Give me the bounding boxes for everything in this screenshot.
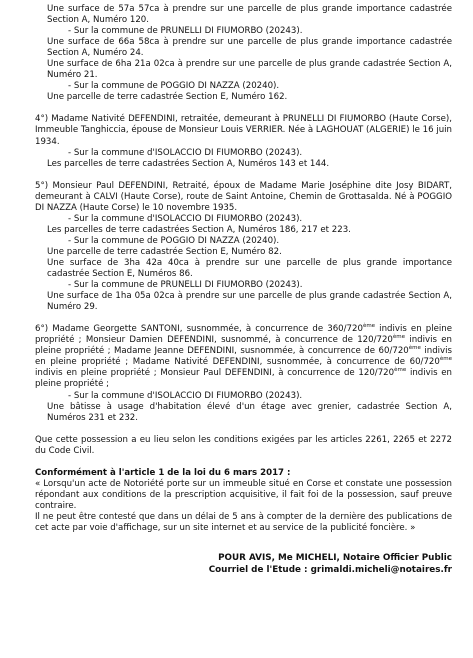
- paragraph: Les parcelles de terre cadastrées Section A, Numéros 143 et 144.: [47, 158, 330, 169]
- notice-document: [35, 4, 452, 576]
- paragraph: Une parcelle de terre cadastrée Section E, Numéro 82.: [47, 246, 282, 257]
- superscript: ème: [439, 356, 452, 363]
- paragraph: Une surface de 66a 58ca à prendre sur une parcelle de plus grande importance cadastrée Section A, Numéro 24.: [47, 37, 452, 59]
- paragraph: Une surface de 1ha 05a 02ca à prendre sur une parcelle de plus grande cadastrée Section A, Numéro 29.: [47, 291, 452, 313]
- paragraph: Une surface de 3ha 42a 40ca à prendre sur une parcelle de plus grande importance cadastrée Section E, Numéros 86.: [47, 257, 452, 280]
- paragraph: Une surface de 57a 57ca à prendre sur une parcelle de plus grande importance cadastrée Section A, Numéro 120.: [47, 4, 452, 26]
- paragraph: Une parcelle de terre cadastrée Section E, Numéro 162.: [47, 92, 288, 103]
- paragraph: Une bâtisse à usage d'habitation élevé d'un étage avec grenier, cadastrée Section A, Numéros 231 et 232.: [47, 401, 452, 423]
- owner-section-5: 5°) Monsieur Paul DEFENDINI, Retraité, époux de Madame Marie Joséphine dite Josy BIDART, demeurant à CALVI (Haute Corse), route de Saint Antoine, Chemin de Grottasalda. Né à POGGIO DI NAZZA (Haute Corse) le 10 novembre 1935.: [35, 180, 452, 213]
- paragraph: Que cette possession a eu lieu selon les conditions exigées par les articles 2261, 2265 et 2272 du Code Civil.: [35, 434, 452, 456]
- commune-line: - Sur la commune d'ISOLACCIO DI FIUMORBO (20243).: [68, 390, 303, 401]
- paragraph: Les parcelles de terre cadastrées Section A, Numéros 186, 217 et 223.: [47, 224, 351, 235]
- commune-line: - Sur la commune de PRUNELLI DI FIUMORBO (20243).: [68, 280, 303, 291]
- superscript: ème: [408, 345, 421, 352]
- commune-line: - Sur la commune de POGGIO DI NAZZA (20240).: [68, 235, 280, 246]
- law-heading: Conformément à l'article 1 de la loi du 6 mars 2017 :: [35, 467, 291, 478]
- superscript: ème: [362, 323, 376, 330]
- commune-line: - Sur la commune d'ISOLACCIO DI FIUMORBO (20243).: [68, 147, 303, 158]
- superscript: ème: [392, 334, 406, 341]
- owner-section-6: 6°) Madame Georgette SANTONI, susnommée, à concurrence de 360/720ème indivis en pleine propriété ; Monsieur Damien DEFENDINI, susnommé, à concurrence de 120/720ème indivis en pleine propriété ; Madame Jeanne DEFENDINI, susnommée, à concurrence de 60/720ème indivis en pleine propriété ; Madame Nativité DEFENDINI, susnommée, à concurrence de 60/720ème indivis en pleine propriété ; Monsieur Paul DEFENDINI, à concurrence de 120/720ème indivis en pleine propriété ;: [35, 323, 453, 390]
- commune-line: - Sur la commune de POGGIO DI NAZZA (20240).: [68, 81, 280, 92]
- signature-line: POUR AVIS, Me MICHELI, Notaire Officier Public: [218, 553, 452, 564]
- commune-line: - Sur la commune de PRUNELLI DI FIUMORBO (20243).: [68, 26, 303, 37]
- contact-email: Courriel de l'Etude : grimaldi.micheli@notaires.fr: [208, 564, 452, 575]
- paragraph: Une surface de 6ha 21a 02ca à prendre sur une parcelle de plus grande cadastrée Section A, Numéro 21.: [47, 59, 452, 81]
- commune-line: - Sur la commune d'ISOLACCIO DI FIUMORBO (20243).: [68, 213, 303, 224]
- owner-section-4: 4°) Madame Nativité DEFENDINI, retraitée, demeurant à PRUNELLI DI FIUMORBO (Haute Corse), Immeuble Tanghiccia, épouse de Monsieur Louis VERRIER. Née à LAGHOUAT (ALGERIE) le 16 juin 1934.: [35, 114, 452, 147]
- quote-paragraph: « Lorsqu'un acte de Notoriété porte sur un immeuble situé en Corse et constate une possession répondant aux conditions de la prescription acquisitive, il fait foi de la possession, sauf preuve contraire.: [35, 478, 452, 511]
- quote-paragraph: Il ne peut être contesté que dans un délai de 5 ans à compter de la dernière des publications de cet acte par voie d'affichage, sur un site internet et au service de la publicité foncière. »: [35, 511, 452, 533]
- superscript: ème: [394, 367, 407, 374]
